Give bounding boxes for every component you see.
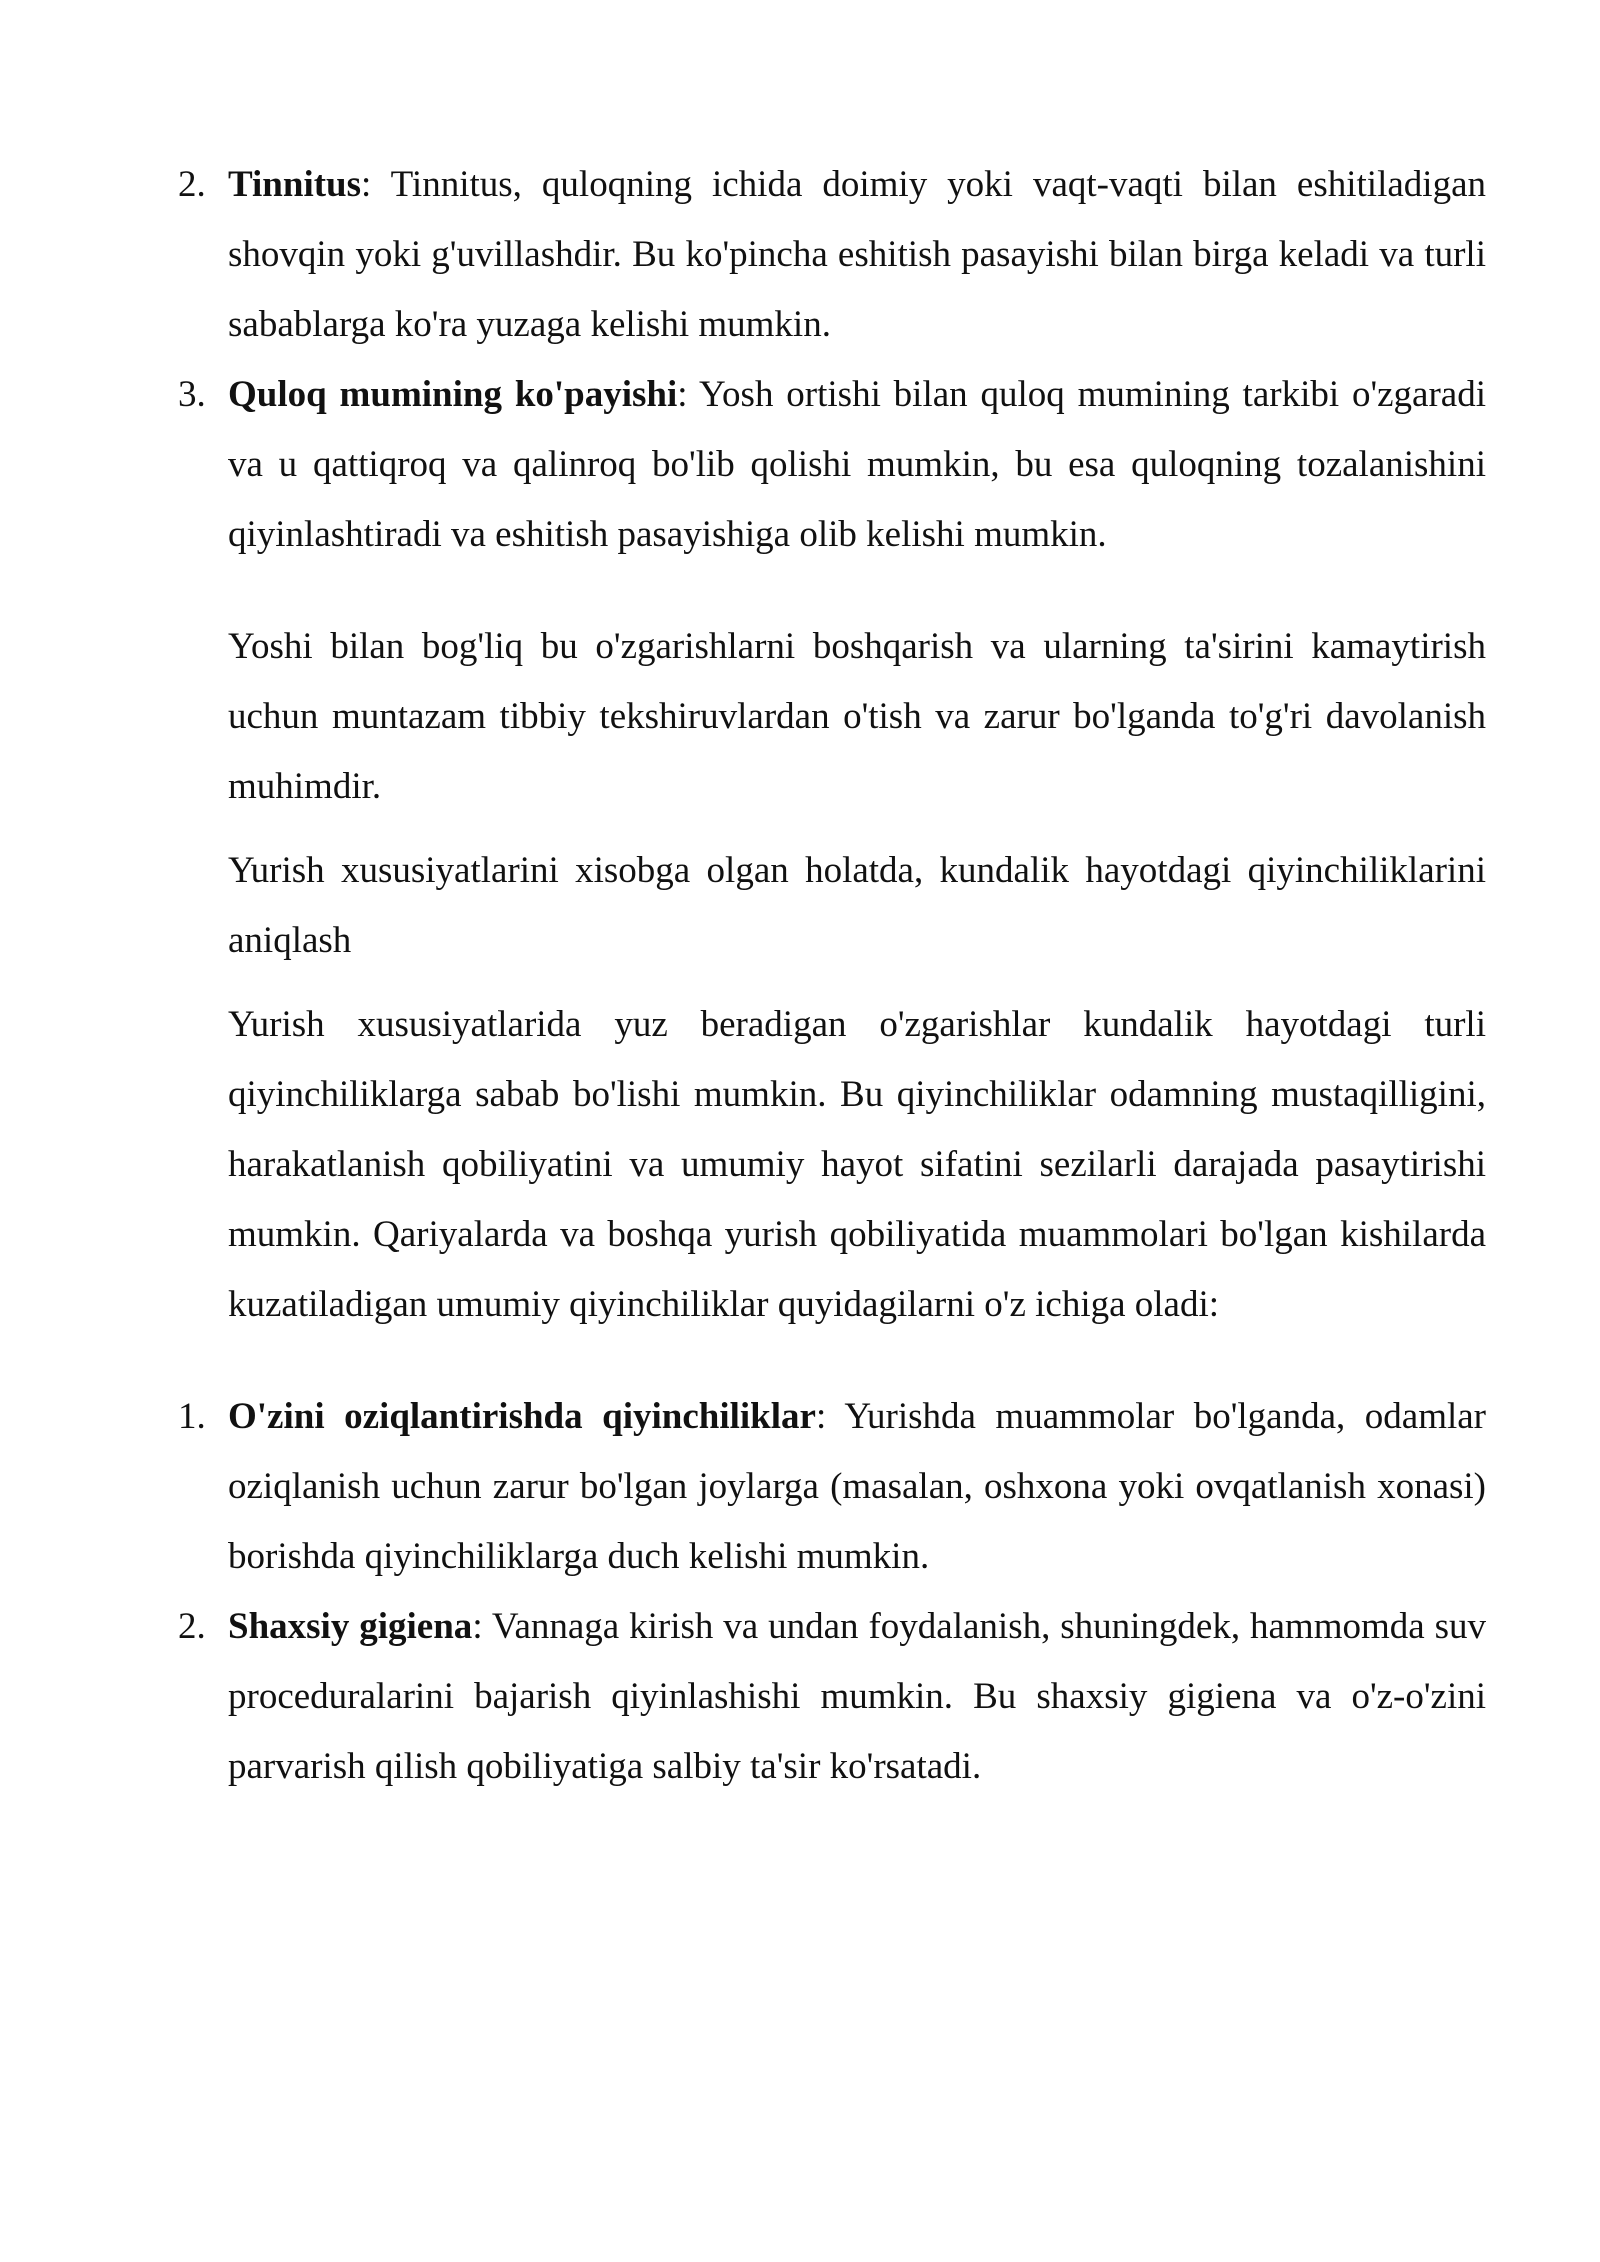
paragraph-management: Yoshi bilan bog'liq bu o'zgarishlarni boshqarish va ularning ta'sirini kamaytirish uchun muntazam tibbiy tekshiruvlardan o'tish va zarur bo'lganda to'g'ri davolanish muhimdir. bbox=[228, 626, 1486, 807]
list-item-separator: : bbox=[361, 164, 372, 205]
list-item-text: Vannaga kirish va undan foydalanish, shuningdek, hammomda suv proceduralarini bajarish qiyinlashishi mumkin. Bu shaxsiy gigiena va o'z-o'zini parvarish qilish qobiliyatiga salbiy ta'sir ko'rsatadi. bbox=[228, 1606, 1486, 1787]
list-item-text: Yosh ortishi bilan quloq mumining tarkibi o'zgaradi va u qattiqroq va qalinroq bo'lib qolishi mumkin, bu esa quloqning tozalanishini qiyinlashtiradi va eshitish pasayishiga olib kelishi mumkin. bbox=[228, 374, 1486, 555]
paragraph-gait-changes: Yurish xususiyatlarida yuz beradigan o'zgarishlar kundalik hayotdagi turli qiyinchiliklarga sabab bo'lishi mumkin. Bu qiyinchiliklar odamning mustaqilligini, harakatlanish qobiliyatini va umumiy hayot sifatini sezilarli darajada pasaytirishi mumkin. Qariyalarda va boshqa yurish qobiliyatida muammolari bo'lgan kishilarda kuzatiladigan umumiy qiyinchiliklar quyidagilarni o'z ichiga oladi: bbox=[228, 1004, 1486, 1325]
list-item bbox=[178, 360, 1486, 570]
list-item-number: 2. bbox=[178, 164, 206, 205]
list-item-number: 3. bbox=[178, 374, 206, 415]
list-item-text: Tinnitus, quloqning ichida doimiy yoki vaqt-vaqti bilan eshitiladigan shovqin yoki g'uvillashdir. Bu ko'pincha eshitish pasayishi bilan birga keladi va turli sabablarga ko'ra yuzaga kelishi mumkin. bbox=[228, 164, 1486, 345]
list-item bbox=[178, 1592, 1486, 1802]
numbered-list-difficulties bbox=[178, 1382, 1486, 1802]
numbered-list-hearing bbox=[178, 150, 1486, 570]
list-item bbox=[178, 150, 1486, 360]
list-item-number: 1. bbox=[178, 1396, 206, 1437]
list-item-separator: : bbox=[472, 1606, 483, 1647]
list-item-separator: : bbox=[677, 374, 688, 415]
document-body bbox=[178, 150, 1486, 1802]
list-item-term: O'zini oziqlantirishda qiyinchiliklar bbox=[228, 1396, 816, 1437]
list-item-term: Tinnitus bbox=[228, 164, 362, 205]
list-item-term: Shaxsiy gigiena bbox=[228, 1606, 473, 1647]
list-item bbox=[178, 1382, 1486, 1592]
list-item-separator: : bbox=[815, 1396, 827, 1437]
paragraph-heading-gait-difficulties: Yurish xususiyatlarini xisobga olgan holatda, kundalik hayotdagi qiyinchiliklarini aniqlash bbox=[228, 850, 1486, 961]
list-item-text: Yurishda muammolar bo'lganda, odamlar oziqlanish uchun zarur bo'lgan joylarga (masalan, oshxona yoki ovqatlanish xonasi) borishda qiyinchiliklarga duch kelishi mumkin. bbox=[228, 1396, 1486, 1577]
list-item-number: 2. bbox=[178, 1606, 206, 1647]
list-item-term: Quloq mumining ko'payishi bbox=[228, 374, 678, 415]
